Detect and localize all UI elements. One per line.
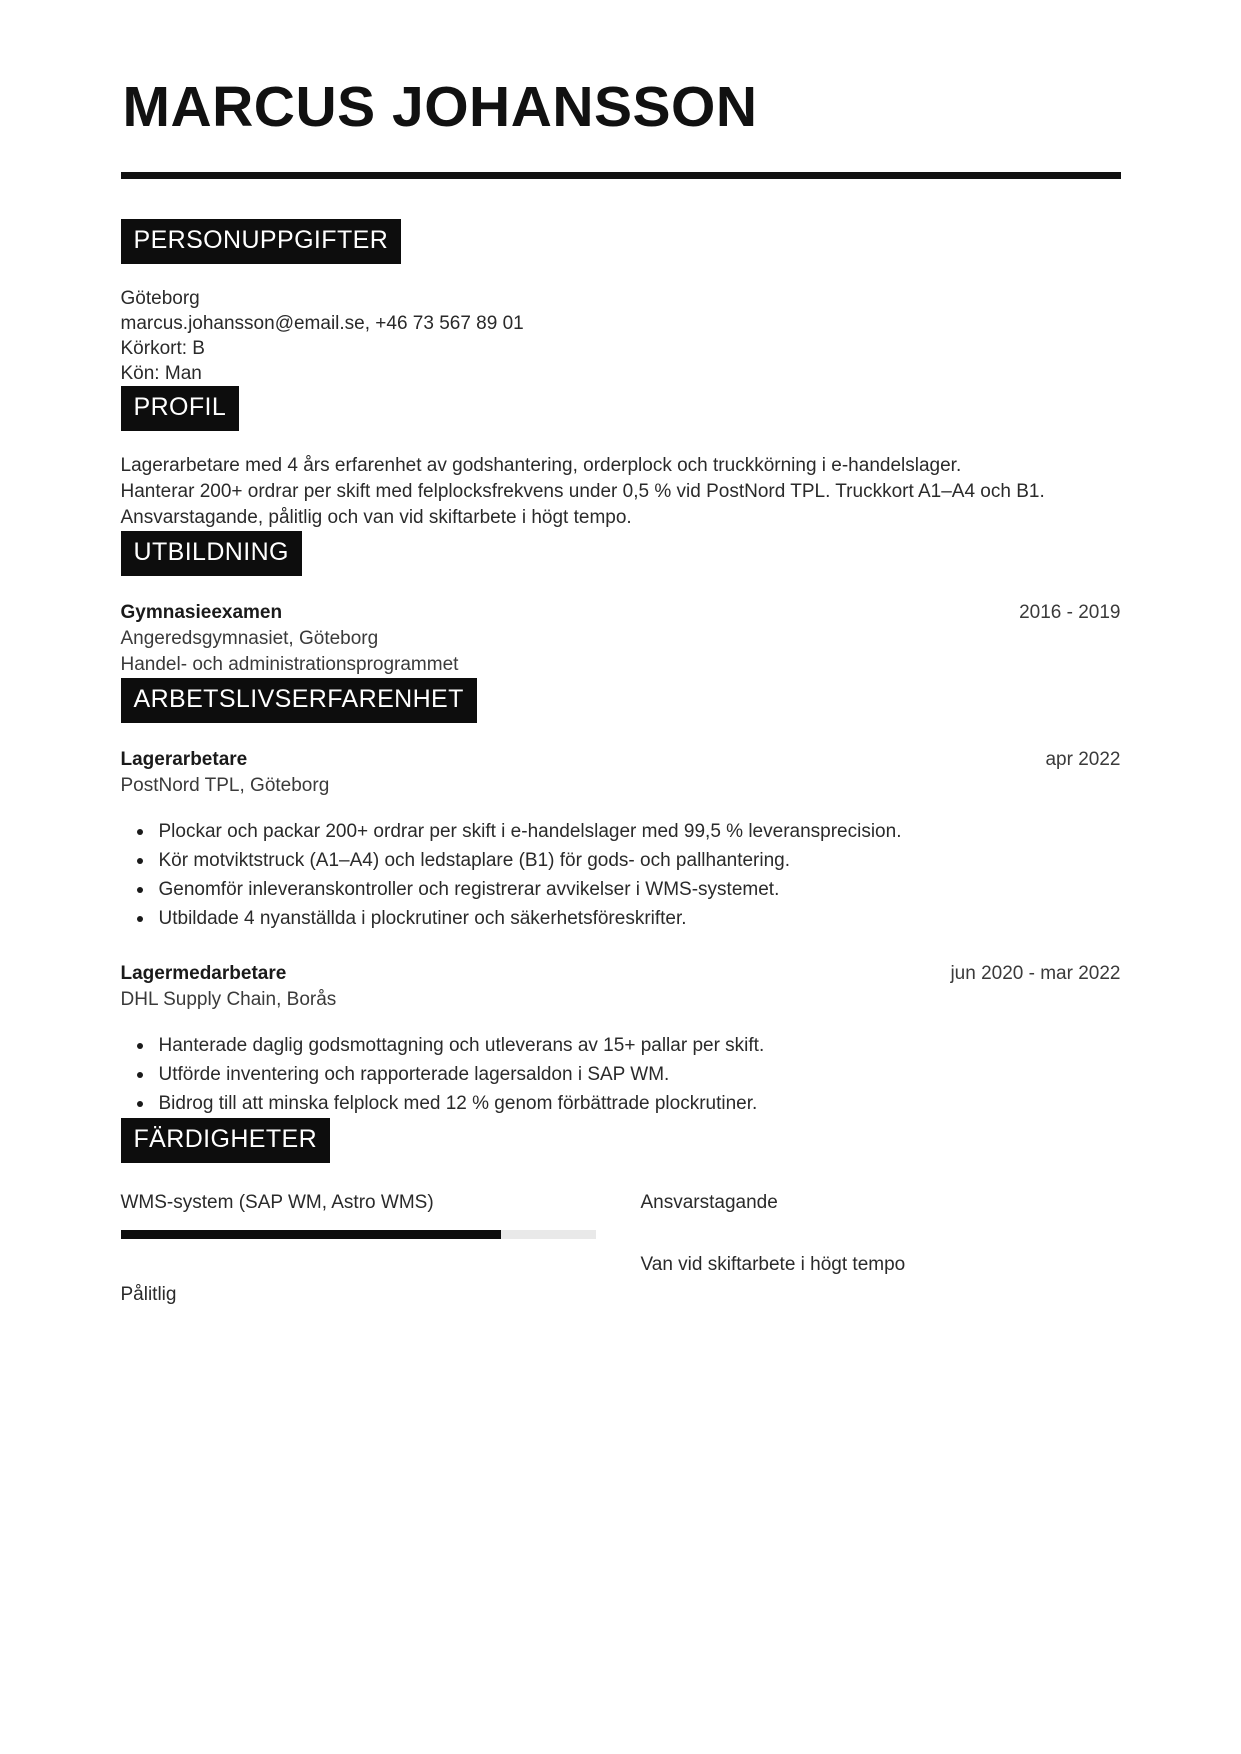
profile-paragraph — [121, 453, 1121, 531]
personal-detail-gender: Kön: Man — [120, 362, 202, 384]
experience-entry-header — [121, 747, 1121, 773]
skills-column-left — [121, 1189, 641, 1321]
list-item: Utbildade 4 nyanställda i plockrutiner och säkerhetsföreskrifter. — [159, 904, 1121, 933]
skill-item — [641, 1189, 1121, 1217]
page-title: MARCUS JOHANSSON — [122, 75, 758, 139]
education-entry — [121, 600, 1121, 678]
section-profile — [121, 386, 1121, 531]
section-heading-education: UTBILDNING — [121, 531, 302, 576]
skill-label: Van vid skiftarbete i högt tempo — [640, 1253, 906, 1275]
skills-spacer — [121, 1251, 561, 1281]
experience-entry-header — [121, 961, 1121, 987]
education-school: Angeredsgymnasiet, Göteborg — [120, 627, 379, 649]
skill-item — [121, 1189, 561, 1239]
experience-job-title: Lagerarbetare — [120, 748, 248, 770]
skill-item — [641, 1251, 1121, 1279]
section-heading-experience: ARBETSLIVSERFARENHET — [121, 678, 477, 723]
list-item: Bidrog till att minska felplock med 12 % genom förbättrade plockrutiner. — [159, 1089, 1121, 1118]
experience-job-title: Lagermedarbetare — [120, 962, 287, 984]
skill-label: WMS-system (SAP WM, Astro WMS) — [120, 1191, 434, 1213]
section-experience — [121, 678, 1121, 1118]
section-education — [121, 531, 1121, 678]
experience-bullet-list — [121, 817, 1121, 933]
experience-entry — [121, 961, 1121, 1118]
list-item: Hanterade daglig godsmottagning och utleverans av 15+ pallar per skift. — [159, 1031, 1121, 1060]
skills-column-right — [641, 1189, 1121, 1321]
experience-bullet-list — [121, 1031, 1121, 1118]
skills-grid — [121, 1189, 1121, 1321]
experience-employer: DHL Supply Chain, Borås — [120, 988, 337, 1010]
skill-label: Ansvarstagande — [640, 1191, 778, 1213]
profile-line-2: Hanterar 200+ ordrar per skift med felplocksfrekvens under 0,5 % vid PostNord TPL. Truckkort A1–A4 och B1. — [120, 480, 1045, 502]
education-degree: Gymnasieexamen — [120, 601, 283, 623]
section-heading-skills: FÄRDIGHETER — [121, 1118, 331, 1163]
list-item: Kör motviktstruck (A1–A4) och ledstaplare (B1) för gods- och pallhantering. — [159, 846, 1121, 875]
education-dates: 2016 - 2019 — [1019, 601, 1121, 623]
personal-detail-city: Göteborg — [120, 287, 200, 309]
experience-entry — [121, 747, 1121, 933]
profile-line-1: Lagerarbetare med 4 års erfarenhet av godshantering, orderplock och truckkörning i e-handelslager. — [120, 454, 962, 476]
skill-item — [121, 1281, 561, 1309]
personal-details-list — [121, 286, 1121, 386]
personal-detail-licence: Körkort: B — [120, 337, 205, 359]
skill-label: Pålitlig — [120, 1283, 177, 1305]
experience-dates: apr 2022 — [1045, 748, 1121, 770]
skill-level-bar — [121, 1230, 596, 1239]
section-skills — [121, 1118, 1121, 1321]
list-item: Utförde inventering och rapporterade lagersaldon i SAP WM. — [159, 1060, 1121, 1089]
personal-detail-contact: marcus.johansson@email.se, +46 73 567 89 01 — [120, 312, 524, 334]
header-divider — [121, 172, 1121, 179]
profile-line-3: Ansvarstagande, pålitlig och van vid skiftarbete i högt tempo. — [120, 506, 632, 528]
education-entry-header — [121, 600, 1121, 626]
section-personal-details — [121, 219, 1121, 386]
education-program: Handel- och administrationsprogrammet — [120, 653, 459, 675]
experience-dates: jun 2020 - mar 2022 — [950, 962, 1121, 984]
section-heading-profile: PROFIL — [121, 386, 240, 431]
section-heading-personal: PERSONUPPGIFTER — [121, 219, 402, 264]
list-item: Genomför inleveranskontroller och registrerar avvikelser i WMS-systemet. — [159, 875, 1121, 904]
experience-employer: PostNord TPL, Göteborg — [120, 774, 330, 796]
list-item: Plockar och packar 200+ ordrar per skift i e-handelslager med 99,5 % leveransprecision. — [159, 817, 1121, 846]
skill-level-bar-fill — [121, 1230, 501, 1239]
